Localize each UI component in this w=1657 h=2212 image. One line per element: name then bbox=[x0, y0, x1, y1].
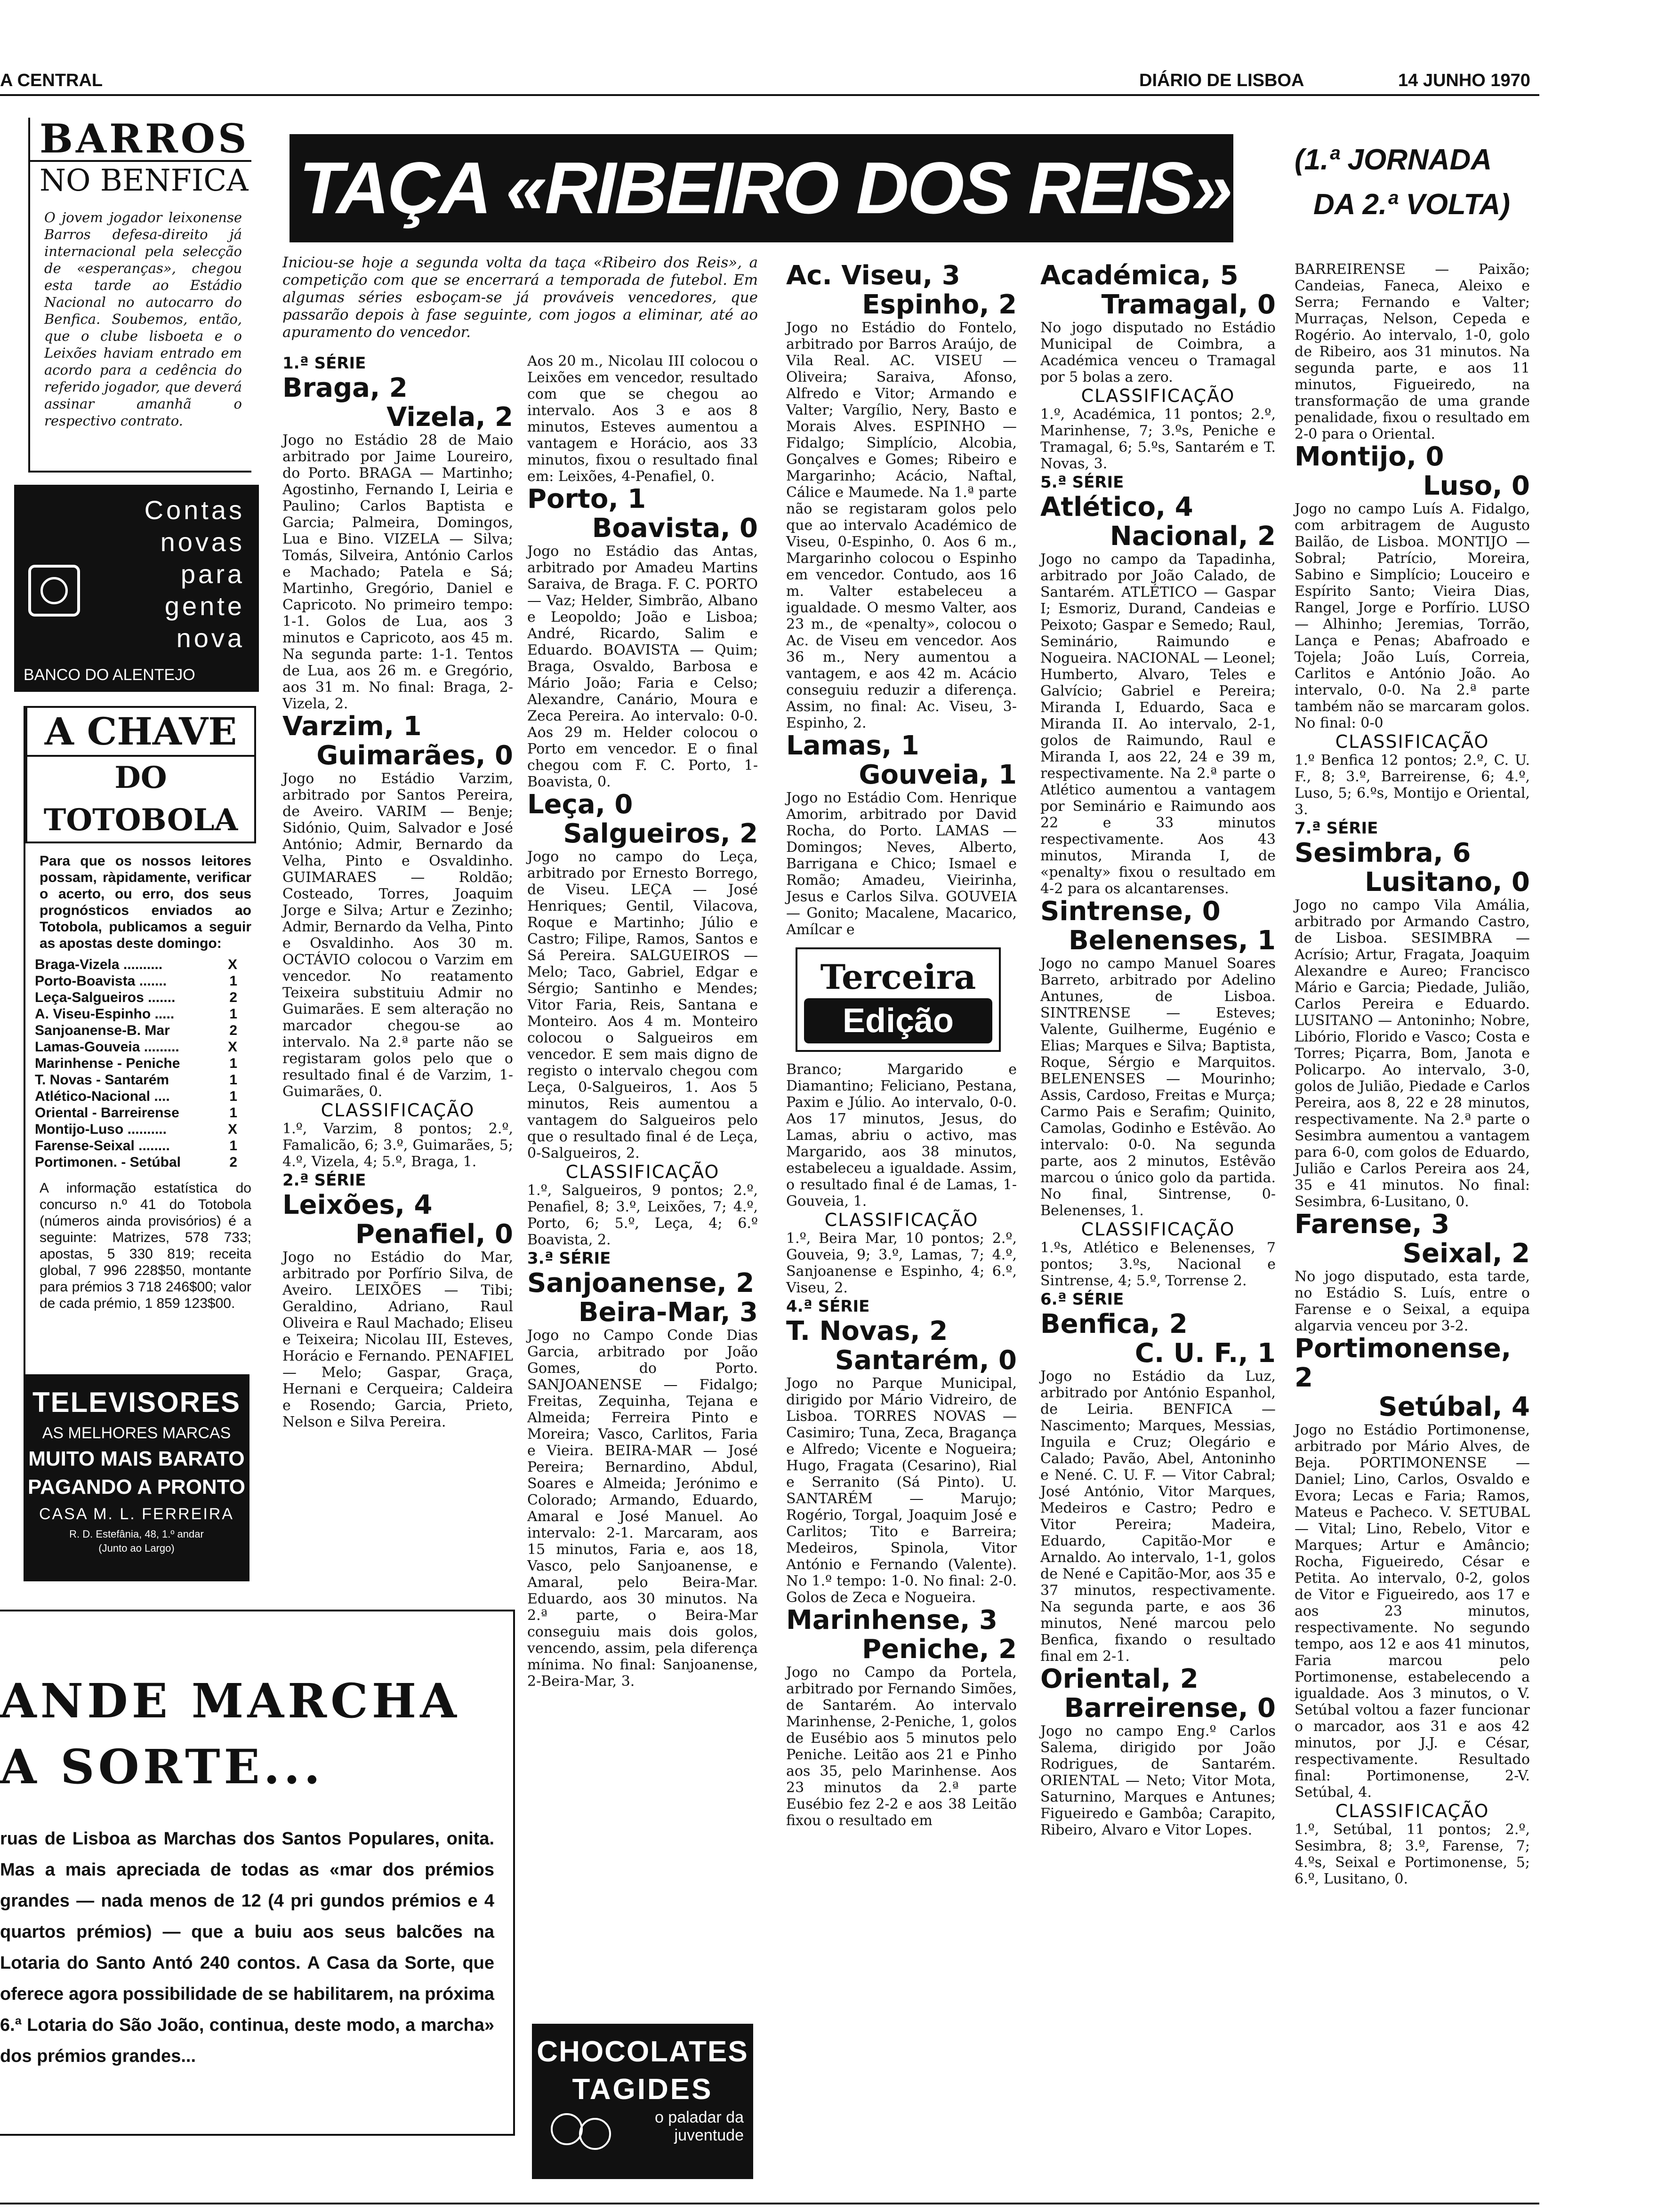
totobola-pick-game: Atlético-Nacional .... bbox=[35, 1089, 170, 1104]
serie-2-label: 2.ª SÉRIE bbox=[282, 1171, 366, 1190]
game-home-team: Leixões, 4 bbox=[282, 1190, 433, 1220]
ad-tv-line1: TELEVISORES bbox=[32, 1387, 241, 1418]
totobola-pick-row bbox=[35, 989, 251, 1006]
game-away-team: Belenenses, 1 bbox=[1069, 925, 1276, 956]
totobola-title-1: A CHAVE bbox=[25, 706, 256, 757]
issue-date: 14 JUNHO 1970 bbox=[1398, 71, 1530, 90]
game-report: Jogo no Estádio do Mar, arbitrado por Porfírio Silva, de Aveiro. LEIXÕES — Tibi; Geraldino, Adriano, Raul Oliveira e Raul Machado; Eliseu e Teixeira; Nicolau III, Esteves, Horácio e Fernando. PENAFIEL — Melo; Gaspar, Graça, Hernani e Cerqueira; Caldeira e Rosendo; Garcia, Prieto, Nelson e Silva Pereira. bbox=[282, 1249, 513, 1430]
ad-chocolates-line1: CHOCOLATES bbox=[537, 2036, 748, 2068]
totobola-pick-game: Oriental - Barreirense bbox=[35, 1105, 179, 1121]
totobola-pick-row bbox=[35, 1022, 251, 1039]
jornada-label bbox=[1295, 136, 1539, 240]
game-away-team: Boavista, 0 bbox=[592, 513, 758, 544]
column-3 bbox=[786, 261, 1017, 1829]
game-away-team: Vizela, 2 bbox=[386, 402, 513, 433]
totobola-pick-value: 1 bbox=[229, 1138, 237, 1154]
game-report: Jogo no Campo da Portela, arbitrado por Fernando Simões, de Santarém. Ao intervalo Marinhense, 2-Peniche, 1, golos de Eusébio aos 5 minutos pelo Peniche. Leitão aos 21 e Pinho aos 35, pelo Marinhense. Aos 23 minutos da 2.ª parte Eusébio fez 2-2 e aos 38 Leitão fixou o resultado em bbox=[786, 1664, 1017, 1829]
ad-banco-line1: Contas bbox=[144, 495, 245, 525]
barros-body: O jovem jogador leixonense Barros defesa-direito já internacional pela selecção de «esperanças», chegou esta tarde ao Estádio Nacional no autocarro do Benfica. Soubemos, então, que o clube lisboeta e o Leixões haviam entrado em acordo para a cedência do referido jogador, que deverá assinar amanhã o respectivo contrato. bbox=[44, 209, 242, 429]
game-away-team: Santarém, 0 bbox=[835, 1345, 1017, 1376]
game-away-team: Beira-Mar, 3 bbox=[578, 1297, 758, 1328]
ad-chocolates-slogan: o paladar da juventude bbox=[654, 2108, 744, 2144]
classification-table: 1.º, Setúbal, 11 pontos; 2.º, Sesimbra, 8; 3.º, Farense, 7; 4.ºs, Seixal e Portimonense, 5; 6.º, Lusitano, 0. bbox=[1295, 1821, 1530, 1887]
ad-banco-bank: BANCO DO ALENTEJO bbox=[24, 666, 195, 684]
totobola-title-2: DO TOTOBOLA bbox=[25, 757, 256, 843]
classification-heading: CLASSIFICAÇÃO bbox=[565, 1162, 720, 1182]
totobola-pick-row bbox=[35, 1006, 251, 1022]
game-home-team: Leça, 0 bbox=[527, 789, 633, 820]
totobola-pick-value: 1 bbox=[229, 1072, 237, 1088]
intro-text: Iniciou-se hoje a segunda volta da taça «Ribeiro dos Reis», a competição com que se encerrará a temporada de futebol. Em algumas séries esboçam-se já prováveis vencedores, que passarão depois à fase seguinte, com jogos a eliminar, até ao apuramento do vencedor. bbox=[282, 254, 758, 341]
game-home-team: Sanjoanense, 2 bbox=[527, 1268, 755, 1298]
game-report: No jogo disputado no Estádio Municipal de Coimbra, a Académica venceu o Tramagal por 5 bolas a zero. bbox=[1040, 320, 1276, 385]
game-away-team: Nacional, 2 bbox=[1110, 521, 1276, 552]
column-5 bbox=[1295, 261, 1530, 1887]
totobola-pick-value: 1 bbox=[229, 1089, 237, 1104]
totobola-pick-value: 2 bbox=[229, 1154, 237, 1170]
game-report: Jogo no Campo Conde Dias Garcia, arbitrado por João Gomes, do Porto. SANJOANENSE — Fidalgo; Freitas, Zequinha, Tejana e Almeida; Ferreira Pinto e Moreira; Vasco, Carlitos, Faria e Vieira. BEIRA-MAR — José Pereira; Bernardino, Abdul, Soares e Almeida; Jerónimo e Colorado; Armando, Eduardo, Amaral e José Manuel. Ao intervalo: 2-1. Marcaram, aos 15 minutos, Faria e, aos 18, Vasco, pelo Sanjoanense, e Amaral, pelo Beira-Mar. Eduardo, aos 30 minutos. Na 2.ª parte, o Beira-Mar conseguiu mais dois golos, vencendo, assim, pela diferença mínima. No final: Sanjoanense, 2-Beira-Mar, 3. bbox=[527, 1327, 758, 1690]
ad-sorte-title-1: ANDE MARCHA bbox=[0, 1673, 460, 1729]
ad-banco-line5: nova bbox=[176, 623, 245, 653]
headline-banner bbox=[290, 134, 1233, 242]
game-home-team: Sesimbra, 6 bbox=[1295, 838, 1471, 868]
game-report: Jogo no campo Vila Amália, arbitrado por Armando Castro, de Lisboa. SESIMBRA — Acrísio; Artur, Fragata, Joaquim Alexandre e Aureo; Francisco Mário e Garcia; Piedade, Julião, Carlos Pereira e Eduardo. LUSITANO — Antoninho; Nobre, Libório, Florido e Vasco; Costa e Torres; Piçarra, Bom, Janota e Policarpo. Ao intervalo, 3-0, golos de Julião, Piedade e Carlos Pereira, aos 8, 22 e 28 minutos, respectivamente. Na 2.ª parte o Sesimbra aumentou a vantagem para 6-0, com golos de Eduardo, Julião e Carlos Pereira aos 24, 35 e 41 minutos. No final: Sesimbra, 6-Lusitano, 0. bbox=[1295, 897, 1530, 1210]
column-2 bbox=[527, 353, 758, 1690]
totobola-box bbox=[24, 706, 256, 1374]
game-report: Jogo no Estádio Com. Henrique Amorim, arbitrado por David Rocha, do Porto. LAMAS — Domingos; Neves, Alberto, Barrigana e Chico; Ismael e Romão; Amadeu, Vieirinha, Jesus e Carlos Silva. GOUVEIA — Gonito; Macalene, Macarico, Amílcar e bbox=[786, 790, 1017, 938]
ad-tv-line3: MUITO MAIS BARATO bbox=[28, 1447, 245, 1470]
ad-tv-line4: PAGANDO A PRONTO bbox=[27, 1475, 246, 1499]
game-report: No jogo disputado, esta tarde, no Estádio S. Luís, entre o Farense e o Seixal, a equipa algarvia venceu por 3-2. bbox=[1295, 1268, 1530, 1334]
ad-banco-line3: para bbox=[180, 559, 245, 589]
totobola-pick-value: 1 bbox=[229, 1006, 237, 1022]
totobola-pick-row bbox=[35, 1088, 251, 1105]
game-away-team: Tramagal, 0 bbox=[1101, 289, 1276, 320]
game-away-team: Peniche, 2 bbox=[862, 1634, 1017, 1665]
classification-heading: CLASSIFICAÇÃO bbox=[321, 1100, 475, 1121]
classification-heading: CLASSIFICAÇÃO bbox=[1081, 385, 1235, 406]
totobola-pick-value: 2 bbox=[229, 990, 237, 1005]
game-home-team: Montijo, 0 bbox=[1295, 441, 1444, 472]
game-report: Jogo no Estádio da Luz, arbitrado por António Espanhol, de Leiria. BENFICA — Nascimento; Marques, Messias, Inguila e Cruz; Olegário e Calado; Pavão, Abel, Antoninho e Nené. C. U. F. — Vitor Cabral; José António, Vitor Marques, Medeiros e Castro; Pedro e Vitor Pereira; Madeira, Eduardo, Capitão-Mor e Arnaldo. Ao intervalo, 1-1, golos de Nené e Capitão-Mor, aos 35 e 37 minutos, respectivamente. Na segunda parte, e aos 36 minutos, Nené marcou pelo Benfica, fixando o resultado final em 2-1. bbox=[1040, 1368, 1276, 1665]
newspaper-name: DIÁRIO DE LISBOA bbox=[1139, 71, 1304, 90]
game-away-team: C. U. F., 1 bbox=[1134, 1338, 1276, 1369]
headline-title: TAÇA «RIBEIRO DOS REIS» bbox=[299, 147, 1231, 229]
game-home-team: Ac. Viseu, 3 bbox=[786, 260, 960, 291]
classification-heading: CLASSIFICAÇÃO bbox=[1081, 1219, 1235, 1240]
classification-table: 1.º, Beira Mar, 10 pontos; 2.º, Gouveia, 9; 3.º, Lamas, 7; 4.º, Sanjoanense e Espinho, 4; 6.º, Viseu, 2. bbox=[786, 1230, 1017, 1296]
ad-tv-line7: (Junto ao Largo) bbox=[98, 1542, 175, 1554]
game-home-team: Oriental, 2 bbox=[1040, 1664, 1199, 1694]
ad-banco-alentejo bbox=[14, 485, 259, 692]
game-away-team: Setúbal, 4 bbox=[1378, 1392, 1530, 1422]
game-report: Jogo no campo da Tapadinha, arbitrado por João Calado, de Santarém. ATLÉTICO — Gaspar I; Esmoriz, Durand, Candeias e Peixoto; Gaspar e Semedo; Raul, Seminário, Raimundo e Nogueira. NACIONAL — Leonel; Humberto, Alvaro, Teles e Galvício; Gabriel e Pereira; Miranda I, Eduardo, Saca e Miranda II. Ao intervalo, 2-1, golos de Raimundo, Raul e Miranda I, aos 22, 24 e 39 m, respectivamente. Na 2.ª parte o Atlético aumentou a vantagem por Seminário e Raimundo aos 22 e 33 minutos respectivamente. Aos 43 minutos, Miranda I, de «penalty» fixou o resultado em 4-2 para os alcantarenses. bbox=[1040, 551, 1276, 897]
column-1-body bbox=[282, 353, 513, 1430]
game-home-team: Varzim, 1 bbox=[282, 711, 422, 742]
game-home-team: Sintrense, 0 bbox=[1040, 896, 1221, 927]
barros-title-2: NO BENFICA bbox=[30, 160, 251, 200]
classification-heading: CLASSIFICAÇÃO bbox=[824, 1210, 979, 1230]
terceira-label: Terceira bbox=[820, 957, 976, 997]
footer-rule bbox=[0, 2203, 1539, 2204]
ad-sorte-body: ruas de Lisboa as Marchas dos Santos Populares, onita. Mas a mais apreciada de todas as «mar dos prémios grandes — nada menos de 12 (4 pri gundos prémios e 4 quartos prémios) — que a buiu aos seus balcões na Lotaria do Santo Antó 240 contos. A Casa da Sorte, que oferece agora possibilidade de se habilitarem, na próxima 6.ª Lotaria do São João, continua, deste modo, a marcha» dos prémios grandes... bbox=[0, 1829, 494, 2066]
children-illustration-icon bbox=[546, 2108, 617, 2170]
classification-table: 1.º, Académica, 11 pontos; 2.º, Marinhense, 7; 3.ºs, Peniche e Tramagal, 6; 5.ºs, Santarém e T. Novas, 3. bbox=[1040, 406, 1276, 472]
game-report: Jogo no Estádio das Antas, arbitrado por Amadeu Martins Saraiva, de Braga. F. C. PORTO — Vaz; Helder, Simbrão, Albano e Leopoldo; João e Lisboa; André, Ricardo, Salim e Eduardo. BOAVISTA — Quim; Braga, Osvaldo, Barbosa e Mário João; Faria e Celso; Alexandre, Canário, Moura e Zeca Pereira. Ao intervalo: 0-0. Aos 29 m. Helder colocou o Porto em vencedor. E o final chegou com F. C. Porto, 1-Boavista, 0. bbox=[527, 543, 758, 790]
totobola-picks bbox=[25, 956, 256, 1170]
game-report: Jogo no Estádio Varzim, arbitrado por Santos Pereira, de Aveiro. VARIM — Benje; Sidónio, Quim, Salvador e José António; Admir, Bernardo da Velha, Pinto e Osvaldinho. GUIMARAES — Roldão; Costeado, Torres, Joaquim Jorge e Silva; Artur e Zezinho; Admir, Bernardo da Velha, Pinto e Osvaldinho. Aos 30 m. OCTÁVIO colocou o Varzim em vencedor. No reatamento Teixeira substituiu Admir no Guimarães. E sem alteração no marcador chegou-se ao intervalo. Na 2.ª parte não se registaram golos pelo que o resultado final é de Varzim, 1-Guimarães, 0. bbox=[282, 770, 513, 1100]
game-home-team: Portimonense, 2 bbox=[1295, 1333, 1512, 1393]
totobola-pick-value: X bbox=[227, 1122, 237, 1137]
game-away-team: Lusitano, 0 bbox=[1365, 867, 1530, 898]
totobola-pick-value: X bbox=[227, 1039, 237, 1055]
edicao-label: Edição bbox=[804, 998, 992, 1043]
totobola-pick-game: Portimonen. - Setúbal bbox=[35, 1154, 181, 1170]
game-home-team: Lamas, 1 bbox=[786, 730, 919, 761]
game-report: Aos 20 m., Nicolau III colocou o Leixões em vencedor, resultado com que se chegou ao intervalo. Aos 3 e aos 8 minutos, Esteves aumentou a vantagem e Horácio, aos 33 minutos, fixou o resultado final em: Leixões, 4-Penafiel, 0. bbox=[527, 353, 758, 485]
totobola-pick-row bbox=[35, 973, 251, 989]
classification-heading: CLASSIFICAÇÃO bbox=[1335, 1801, 1489, 1821]
game-home-team: Académica, 5 bbox=[1040, 260, 1239, 291]
classification-table: 1.º, Varzim, 8 pontos; 2.º, Famalicão, 6; 3.º, Guimarães, 5; 4.º, Vizela, 4; 5.º, Braga, 1. bbox=[282, 1121, 513, 1170]
totobola-intro: Para que os nossos leitores possam, ràpidamente, verificar o acerto, ou erro, dos seus prognósticos enviados ao Totobola, publicamos a seguir as apostas deste domingo: bbox=[40, 853, 251, 951]
game-away-team: Luso, 0 bbox=[1423, 471, 1530, 501]
game-report: Jogo no campo Luís A. Fidalgo, com arbitragem de Augusto Bailão, de Lisboa. MONTIJO — Sobral; Patrício, Moreira, Sabino e Simplício; Louceiro e Espírito Santo; Vieira Dias, Rangel, Jorge e Porfírio. LUSO — Alhinho; Jeremias, Torrão, Lança e Penas; Abafroado e Tojela; João Luís, Correia, Carlitos e António João. Ao intervalo, 0-0. Na 2.ª parte também não se marcaram golos. No final: 0-0 bbox=[1295, 501, 1530, 731]
game-home-team: Marinhense, 3 bbox=[786, 1605, 997, 1635]
game-report: Jogo no Estádio 28 de Maio arbitrado por Jaime Loureiro, do Porto. BRAGA — Martinho; Agostinho, Fernando I, Leiria e Paulino; Carlos Baptista e Garcia; Palmeira, Domingos, Lua e Bino. VIZELA — Silva; Tomás, Silveira, António Carlos e Machado; Patela e Sá; Martinho, Gregório, Daniel e Capricoto. No primeiro tempo: 1-1. Golos de Lua, aos 3 minutos e Capricoto, aos 45 m. Na segunda parte: 1-1. Tentos de Lua, aos 26 m. e Gregório, aos 31 m. No final: Braga, 2-Vizela, 2. bbox=[282, 432, 513, 712]
totobola-pick-row bbox=[35, 1039, 251, 1055]
game-away-team: Gouveia, 1 bbox=[859, 760, 1017, 790]
totobola-pick-game: Braga-Vizela .......... bbox=[35, 957, 163, 972]
game-report: Jogo no Estádio Portimonense, arbitrado por Mário Alves, de Beja. PORTIMONENSE — Daniel; Lino, Carlos, Osvaldo e Evora; Lecas e Faria; Ramos, Mateus e Pacheco. V. SETUBAL — Vital; Lino, Rebelo, Vitor e Marques; Artur e Amâncio; Rocha, Figueiredo, César e Petita. Ao intervalo, 0-2, golos de Vitor e Figueiredo, aos 17 e aos 23 minutos, respectivamente. No segundo tempo, aos 12 e aos 41 minutos, Faria marcou pelo Portimonense, estabelecendo a igualdade. Aos 3 minutos, o V. Setúbal voltou a fazer funcionar o marcador, aos 31 e aos 42 minutos, por J.J. e César, respectivamente. Resultado final: Portimonense, 2-V. Setúbal, 4. bbox=[1295, 1422, 1530, 1801]
game-report: Jogo no Estádio do Fontelo, arbitrado por Barros Araújo, de Vila Real. AC. VISEU — Oliveira; Saraiva, Afonso, Alfredo e Vitor; Armando e Valter; Vargílio, Nery, Basto e Morais Alves. ESPINHO — Fidalgo; Simplício, Alcobia, Gonçalves e Gomes; Ribeiro e Margarinho; Acácio, Naftal, Cálice e Maumede. Na 1.ª parte não se registaram golos pelo que ao intervalo Académico de Viseu, 0-Espinho, 0. Aos 6 m., Margarinho colocou o Espinho em vencedor. Contudo, aos 16 m. Valter estabeleceu a igualdade. O mesmo Valter, aos 23 m., de «penalty», colocou o Ac. de Viseu em vencedor. Aos 36 m., Nery aumentou a vantagem, e aos 42 m. Acácio conseguiu reduzir a diferença. Assim, no final: Ac. Viseu, 3-Espinho, 2. bbox=[786, 320, 1017, 731]
serie-6-label: 6.ª SÉRIE bbox=[1040, 1290, 1124, 1309]
ad-tv-line2: AS MELHORES MARCAS bbox=[42, 1424, 231, 1442]
classification-table: 1.º, Salgueiros, 9 pontos; 2.º, Penafiel, 8; 3.º, Leixões, 7; 4.º, Porto, 6; 5.º, Leça, 4; 6.º Boavista, 2. bbox=[527, 1182, 758, 1248]
totobola-pick-game: Lamas-Gouveia ......... bbox=[35, 1039, 179, 1055]
totobola-pick-row bbox=[35, 1138, 251, 1154]
game-report: Branco; Margarido e Diamantino; Feliciano, Pestana, Paxim e Júlio. Ao intervalo, 0-0. Aos 17 minutos, Jesus, do Lamas, abriu o activo, mas Margarido, aos 38 minutos, estabeleceu a igualdade. Assim, o resultado final é de Lamas, 1-Gouveia, 1. bbox=[786, 1061, 1017, 1210]
totobola-pick-value: 1 bbox=[229, 1105, 237, 1121]
game-home-team: Porto, 1 bbox=[527, 484, 646, 514]
game-away-team: Salgueiros, 2 bbox=[563, 818, 758, 849]
serie-1-label: 1.ª SÉRIE bbox=[282, 354, 366, 373]
classification-table: 1.º Benfica 12 pontos; 2.º, C. U. F., 8; 3.º, Barreirense, 6; 4.º, Luso, 5; 6.ºs, Montijo e Oriental, 3. bbox=[1295, 752, 1530, 818]
jornada-line-1: (1.ª JORNADA bbox=[1295, 144, 1492, 176]
barros-box bbox=[28, 115, 251, 473]
totobola-pick-row bbox=[35, 1154, 251, 1170]
ad-tv-line6: R. D. Estefânia, 48, 1.º andar bbox=[69, 1528, 204, 1540]
column-1 bbox=[282, 254, 758, 341]
totobola-pick-row bbox=[35, 1121, 251, 1138]
game-away-team: Penafiel, 0 bbox=[355, 1219, 513, 1250]
game-report: Jogo no campo do Leça, arbitrado por Ernesto Borrego, de Viseu. LEÇA — José Henriques; Gentil, Vilacova, Roque e Martinho; Júlio e Castro; Filipe, Ramos, Santos e Sá Pereira. SALGUEIROS — Melo; Taco, Gabriel, Edgar e Sérgio; Santinho e Mendes; Vitor Faria, Reis, Santana e Monteiro. Aos 4 m. Monteiro colocou o Salgueiros em vencedor. E sem mais digno de registo o intervalo chegou com Leça, 0-Salgueiros, 1. Aos 5 minutos, Reis aumentou a vantagem do Salgueiros pelo que o resultado final é de Leça, 0-Salgueiros, 2. bbox=[527, 849, 758, 1162]
section-label: A CENTRAL bbox=[0, 71, 103, 90]
ad-sorte bbox=[0, 1610, 515, 2136]
game-home-team: T. Novas, 2 bbox=[786, 1316, 948, 1346]
game-home-team: Atlético, 4 bbox=[1040, 492, 1193, 522]
classification-table: 1.ºs, Atlético e Belenenses, 7 pontos; 3.ºs, Nacional e Sintrense, 4; 5.º, Torrense 2. bbox=[1040, 1240, 1276, 1289]
totobola-pick-game: Marinhense - Peniche bbox=[35, 1056, 180, 1071]
game-report: BARREIRENSE — Paixão; Candeias, Faneca, Aleixo e Serra; Fernando e Valter; Murraças, Nelson, Cepeda e Rogério. Ao intervalo, 1-0, golo de Ribeiro, aos 31 minutos. Na segunda parte, e aos 11 minutos, Figueiredo, na transformação de uma grande penalidade, fixou o resultado em 2-0 para o Oriental. bbox=[1295, 261, 1530, 442]
serie-3-label: 3.ª SÉRIE bbox=[527, 1249, 611, 1268]
totobola-pick-game: Porto-Boavista ....... bbox=[35, 973, 167, 989]
game-report: Jogo no campo Eng.º Carlos Salema, dirigido por João Rodrigues, de Santarém. ORIENTAL — Neto; Vitor Mota, Saturnino, Marques e Antunes; Figueiredo e Gambôa; Carapito, Ribeiro, Alvaro e Vitor Lopes. bbox=[1040, 1723, 1276, 1838]
ad-chocolates-line2: TAGIDES bbox=[572, 2073, 713, 2106]
classification-heading: CLASSIFICAÇÃO bbox=[1335, 731, 1489, 752]
totobola-pick-row bbox=[35, 1055, 251, 1072]
ad-sorte-title-2: A SORTE... bbox=[0, 1739, 324, 1795]
totobola-stats: A informação estatística do concurso n.º 41 do Totobola (números ainda provisórios) é a seguinte: Matrizes, 578 733; apostas, 5 330 819; receita global, 7 996 228$50, montante para prémios 3 718 246$00; valor de cada prémio, 1 859 123$00. bbox=[40, 1180, 251, 1311]
ad-televisores bbox=[24, 1374, 249, 1581]
terceira-edicao-box bbox=[796, 947, 1001, 1052]
game-home-team: Benfica, 2 bbox=[1040, 1309, 1188, 1339]
game-home-team: Braga, 2 bbox=[282, 373, 408, 403]
game-away-team: Espinho, 2 bbox=[862, 289, 1017, 320]
totobola-pick-game: Leça-Salgueiros ....... bbox=[35, 990, 176, 1005]
serie-4-label: 4.ª SÉRIE bbox=[786, 1297, 870, 1316]
ad-banco-text bbox=[145, 494, 245, 654]
serie-7-label: 7.ª SÉRIE bbox=[1295, 819, 1378, 838]
game-report: Jogo no Parque Municipal, dirigido por Mário Vidreiro, de Lisboa. TORRES NOVAS — Casimiro; Tuna, Zeca, Bragança e Alfredo; Vicente e Nogueira; Hugo, Fragata (Cesarino), Rial e Serranito (Sá Pinto). U. SANTARÉM — Marujo; Rogério, Torgal, Joaquim José e Carlitos; Tito e Barreira; Medeiros, Spinola, Vitor António e Fernando (Valente). No 1.º tempo: 1-0. No final: 2-0. Golos de Zeca e Nogueira. bbox=[786, 1375, 1017, 1606]
totobola-pick-game: Sanjoanense-B. Mar bbox=[35, 1023, 170, 1038]
game-away-team: Barreirense, 0 bbox=[1064, 1693, 1276, 1723]
column-4 bbox=[1040, 261, 1276, 1838]
ad-tv-line5: CASA M. L. FERREIRA bbox=[39, 1505, 234, 1523]
totobola-pick-value: 1 bbox=[229, 1056, 237, 1071]
jornada-line-2: DA 2.ª VOLTA) bbox=[1313, 188, 1510, 221]
ad-banco-line2: novas bbox=[160, 527, 245, 557]
totobola-pick-row bbox=[35, 1105, 251, 1121]
ad-chocolates bbox=[532, 2024, 753, 2179]
totobola-pick-game: A. Viseu-Espinho ..... bbox=[35, 1006, 175, 1022]
header-rule bbox=[0, 94, 1539, 96]
barros-title-1: BARROS bbox=[40, 115, 249, 162]
totobola-pick-row bbox=[35, 956, 251, 973]
game-home-team: Farense, 3 bbox=[1295, 1209, 1450, 1240]
totobola-pick-value: 2 bbox=[229, 1023, 237, 1038]
serie-5-label: 5.ª SÉRIE bbox=[1040, 473, 1124, 492]
totobola-pick-value: X bbox=[227, 957, 237, 972]
totobola-pick-value: 1 bbox=[229, 973, 237, 989]
game-away-team: Guimarães, 0 bbox=[316, 740, 513, 771]
game-report: Jogo no campo Manuel Soares Barreto, arbitrado por Adelino Antunes, de Lisboa. SINTRENSE — Esteves; Valente, Guilherme, Eugénio e Elias; Marques e Silva; Baptista, Roque, Sérgio e Marquitos. BELENENSES — Mourinho; Assis, Cardoso, Freitas e Murça; Carmo Pais e Serafim; Quinito, Camolas, Godinho e Estêvão. Ao intervalo: 0-0. Na segunda parte, aos 2 minutos, Estêvão marcou o único golo da partida. No final, Sintrense, 0-Belenenses, 1. bbox=[1040, 955, 1276, 1219]
totobola-pick-game: Montijo-Luso .......... bbox=[35, 1122, 167, 1137]
game-away-team: Seixal, 2 bbox=[1402, 1238, 1530, 1269]
bank-logo-icon bbox=[28, 565, 80, 617]
ad-banco-line4: gente bbox=[164, 591, 245, 621]
totobola-pick-game: Farense-Seixal ........ bbox=[35, 1138, 170, 1154]
totobola-pick-row bbox=[35, 1072, 251, 1088]
totobola-pick-game: T. Novas - Santarém bbox=[35, 1072, 169, 1088]
